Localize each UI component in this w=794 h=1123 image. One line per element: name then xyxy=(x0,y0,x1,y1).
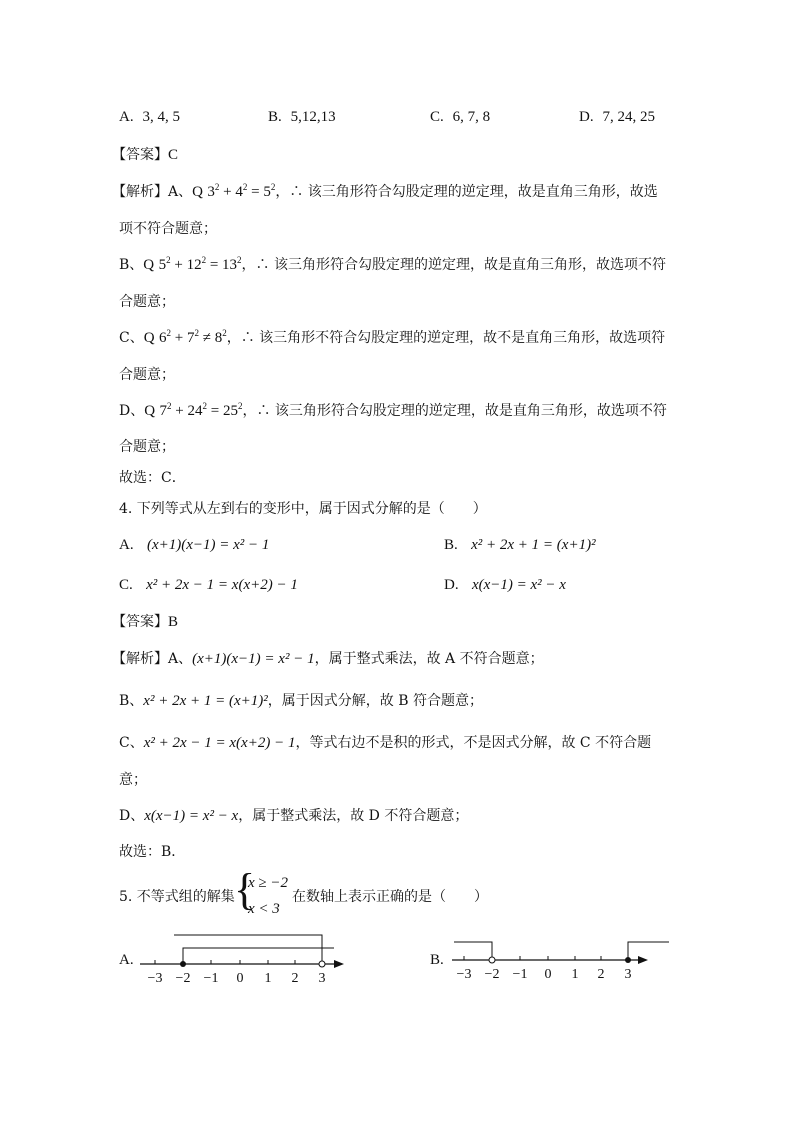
eq-term: 6 xyxy=(159,330,167,346)
q4-answer xyxy=(112,613,178,631)
tick-label: −2 xyxy=(484,967,500,982)
closed-point xyxy=(625,957,631,963)
q3-analysis-d xyxy=(119,402,667,420)
analysis-text: ，属于整式乘法，故 A 不符合题意； xyxy=(314,651,544,667)
tick-label: 1 xyxy=(571,967,579,982)
system-line-2: x < 3 xyxy=(248,901,280,917)
analysis-text: 合题意； xyxy=(119,294,175,310)
analysis-prefix: A、 xyxy=(168,184,193,200)
q5-stem-after: 在数轴上表示正确的是（ ） xyxy=(292,889,488,905)
analysis-prefix: B、 xyxy=(119,257,144,273)
option-letter: C. xyxy=(119,577,133,593)
eq-term: 5 xyxy=(263,184,271,200)
answer-value: B xyxy=(168,614,179,630)
q3-answer xyxy=(112,146,178,164)
pythagorean-equation: $5^2 + 12^2 = 13^2$ xyxy=(158,255,242,273)
answer-label: 【答案】 xyxy=(112,147,168,163)
option-expression: (x+1)(x−1) = x² − 1 xyxy=(146,537,270,553)
option-value: 3, 4, 5 xyxy=(142,109,180,125)
q3-conclusion: 故选：C． xyxy=(119,470,186,486)
analysis-text: 合题意； xyxy=(119,367,175,383)
q3-option-b xyxy=(268,108,336,126)
analysis-prefix: C、 xyxy=(119,330,144,346)
solution-ray-left xyxy=(454,942,492,960)
because-symbol: Q xyxy=(143,330,155,346)
pythagorean-equation: $7^2 + 24^2 = 25^2$ xyxy=(159,401,243,419)
q3-analysis-c xyxy=(119,329,665,347)
q4-conclusion: 故选：B． xyxy=(119,844,186,860)
eq-term: 24 xyxy=(187,403,203,419)
solution-ray-right xyxy=(628,942,669,960)
eq-relation: = xyxy=(209,257,219,273)
q3-analysis-c-cont xyxy=(119,366,175,384)
tick-label: −3 xyxy=(147,971,163,986)
option-letter: B. xyxy=(268,109,282,125)
axis-arrow xyxy=(334,960,344,968)
answer-label: 【答案】 xyxy=(112,614,168,630)
tick-label: 3 xyxy=(624,967,632,982)
eq-term: 8 xyxy=(214,330,223,346)
q4-analysis-a xyxy=(112,650,544,668)
eq-relation: = xyxy=(251,184,260,200)
analysis-expression: x² + 2x + 1 = (x+1)² xyxy=(143,693,268,709)
system-brace: { xyxy=(234,865,256,914)
analysis-text: ，等式右边不是积的形式，不是因式分解，故 C 不符合题 xyxy=(295,735,652,751)
q4-option-c xyxy=(119,576,298,594)
analysis-expression: (x+1)(x−1) = x² − 1 xyxy=(192,651,315,667)
analysis-prefix: B、 xyxy=(119,693,144,709)
eq-relation: = xyxy=(210,403,220,419)
eq-term: 7 xyxy=(159,403,168,419)
analysis-prefix: D、 xyxy=(119,403,145,419)
number-line-b xyxy=(448,930,673,990)
pythagorean-equation: $6^2 + 7^2 \ne 8^2$ xyxy=(159,328,227,346)
tick-label: −1 xyxy=(203,971,219,986)
q3-option-d xyxy=(579,108,655,126)
q4-stem: 4. 下列等式从左到右的变形中，属于因式分解的是（ ） xyxy=(119,501,487,517)
tick-label: 2 xyxy=(597,967,605,982)
option-value: 7, 24, 25 xyxy=(602,109,655,125)
q4-analysis-c xyxy=(119,734,651,752)
analysis-label: 【解析】 xyxy=(112,184,168,200)
tick-label: 2 xyxy=(291,971,299,986)
eq-term: 25 xyxy=(222,403,238,419)
pythagorean-equation: $3^2 + 4^2 = 5^2$ xyxy=(207,182,276,200)
analysis-text: 项不符合题意； xyxy=(119,221,217,237)
eq-term: 3 xyxy=(207,184,215,200)
solution-bracket-left xyxy=(183,948,334,964)
analysis-prefix: A、 xyxy=(168,651,193,667)
tick-label: −1 xyxy=(512,967,528,982)
option-letter: A. xyxy=(119,537,134,553)
q3-option-a xyxy=(119,108,180,126)
because-symbol: Q xyxy=(144,403,156,419)
option-letter: A. xyxy=(119,109,134,125)
axis-arrow xyxy=(638,956,648,964)
system-line-1: x ≥ −2 xyxy=(248,875,289,891)
answer-value: C xyxy=(168,147,179,163)
option-letter: B. xyxy=(444,537,458,553)
because-symbol: Q xyxy=(192,184,203,200)
option-letter: D. xyxy=(579,109,594,125)
q4-analysis-d xyxy=(119,807,468,825)
q4-option-a xyxy=(119,536,269,554)
number-line-a xyxy=(140,930,350,990)
analysis-text: ，∴ 该三角形符合勾股定理的逆定理，故是直角三角形，故选项不符 xyxy=(241,257,666,273)
q3-analysis-a-cont xyxy=(119,220,217,238)
q3-analysis-d-cont xyxy=(119,438,175,456)
q5-option-a-label: A. xyxy=(119,952,134,968)
because-symbol: Q xyxy=(143,257,155,273)
tick-label: −3 xyxy=(456,967,472,982)
analysis-text: ，∴ 该三角形不符合勾股定理的逆定理，故不是直角三角形，故选项符 xyxy=(226,330,666,346)
q4-analysis-b xyxy=(119,692,483,710)
analysis-text: ，属于因式分解，故 B 符合题意； xyxy=(267,693,483,709)
option-letter: D. xyxy=(444,577,459,593)
option-expression: x² + 2x − 1 = x(x+2) − 1 xyxy=(146,577,298,593)
eq-relation: ≠ xyxy=(202,330,211,346)
analysis-prefix: C、 xyxy=(119,735,144,751)
q4-analysis-c-cont: 意； xyxy=(119,772,147,788)
analysis-expression: x(x−1) = x² − x xyxy=(144,808,239,824)
tick-label: 3 xyxy=(318,971,326,986)
option-expression: x(x−1) = x² − x xyxy=(471,577,566,593)
eq-term: 12 xyxy=(186,257,202,273)
eq-term: 4 xyxy=(235,184,243,200)
tick-label: −2 xyxy=(175,971,191,986)
q4-option-b xyxy=(444,536,596,554)
analysis-expression: x² + 2x − 1 = x(x+2) − 1 xyxy=(143,735,296,751)
analysis-text: ，属于整式乘法，故 D 不符合题意； xyxy=(238,808,469,824)
eq-term: 13 xyxy=(222,257,238,273)
q3-analysis-b-cont xyxy=(119,293,175,311)
option-letter: C. xyxy=(430,109,444,125)
analysis-text: ，∴ 该三角形符合勾股定理的逆定理，故是直角三角形，故选项不符 xyxy=(242,403,667,419)
q3-analysis-a xyxy=(112,183,658,201)
analysis-text: ，∴ 该三角形符合勾股定理的逆定理，故是直角三角形，故选 xyxy=(275,184,658,200)
tick-label: 0 xyxy=(236,971,244,986)
option-value: 6, 7, 8 xyxy=(452,109,491,125)
q5-stem-before: 5. 不等式组的解集 xyxy=(119,889,235,905)
closed-point xyxy=(180,961,186,967)
tick-label: 1 xyxy=(264,971,272,986)
q5-option-b-label: B. xyxy=(430,952,444,968)
analysis-label: 【解析】 xyxy=(112,651,168,667)
open-point xyxy=(489,957,495,963)
option-value: 5,12,13 xyxy=(290,109,336,125)
eq-term: 5 xyxy=(158,257,167,273)
q4-option-d xyxy=(444,576,566,594)
q3-option-c xyxy=(430,108,490,126)
tick-label: 0 xyxy=(544,967,552,982)
analysis-text: 合题意； xyxy=(119,439,175,455)
analysis-prefix: D、 xyxy=(119,808,145,824)
q3-analysis-b xyxy=(119,256,666,274)
option-expression: x² + 2x + 1 = (x+1)² xyxy=(471,537,596,553)
open-point xyxy=(319,961,325,967)
eq-term: 7 xyxy=(186,330,195,346)
solution-bracket-right xyxy=(174,935,322,964)
